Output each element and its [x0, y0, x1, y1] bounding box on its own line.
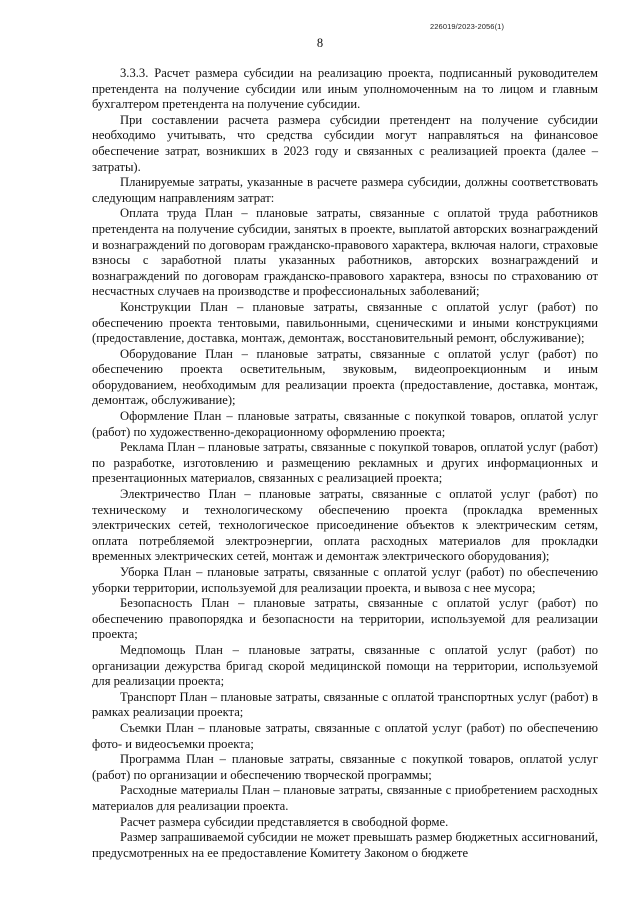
paragraph-structures-costs: Конструкции План – плановые затраты, связанные с оплатой услуг (работ) по обеспечению проекта тентовыми, павильонными, сценическими и иными конструкциями (предоставление, доставка, монтаж, демонтаж, восстановительный ремонт, обслуживание); [92, 299, 598, 346]
paragraph-labor-costs: Оплата труда План – плановые затраты, связанные с оплатой труда работников претендента на получение субсидии, занятых в проекте, выплатой авторских вознаграждений и вознаграждений по договорам гражданско-правового характера, включая налоги, страховые взносы с заработной платы указанных работников, авторских вознаграждений и вознаграждений по договорам гражданско-правового характера, взносы по страхованию от несчастных случаев на производстве и профессиональных заболеваний; [92, 206, 598, 299]
paragraph-calculation-rules: При составлении расчета размера субсидии претендент на получение субсидии необходимо учитывать, что средства субсидии могут направляться на финансовое обеспечение затрат, возникших в 2023 году и связанных с реализацией проекта (далее – затраты). [92, 112, 598, 174]
paragraph-security-costs: Безопасность План – плановые затраты, связанные с оплатой услуг (работ) по обеспечению правопорядка и безопасности на территории, используемой для реализации проекта; [92, 596, 598, 642]
paragraph-cost-directions-intro: Планируемые затраты, указанные в расчете размера субсидии, должны соответствовать следующим направлениям затрат: [92, 175, 598, 205]
document-id: 226019/2023-2056(1) [430, 22, 505, 31]
paragraph-filming-costs: Съемки План – плановые затраты, связанные с оплатой услуг (работ) по обеспечению фото- и видеосъемки проекта; [92, 720, 598, 751]
document-body [92, 66, 598, 861]
paragraph-transport-costs: Транспорт План – плановые затраты, связанные с оплатой транспортных услуг (работ) в рамках реализации проекта; [92, 689, 598, 720]
paragraph-free-form: Расчет размера субсидии представляется в свободной форме. [120, 814, 449, 829]
page-number: 8 [316, 36, 324, 50]
paragraph-electricity-costs: Электричество План – плановые затраты, связанные с оплатой услуг (работ) по техническому и технологическому обеспечению проекта (прокладка временных электрических сетей, технологическое присоединение объектов к электрическим сетям, оплата потребляемой электроэнергии, оплата расходных материалов для прокладки временных электрических сетей, монтаж и демонтаж электрического оборудования); [92, 487, 598, 564]
paragraph-subsidy-calculation: 3.3.3. Расчет размера субсидии на реализацию проекта, подписанный руководителем претендента на получение субсидии или иным уполномоченным на то лицом и главным бухгалтером претендента на получение субсидии. [92, 66, 598, 112]
paragraph-cleaning-costs: Уборка План – плановые затраты, связанные с оплатой услуг (работ) по обеспечению уборки территории, используемой для реализации проекта, и вывоза с нее мусора; [92, 565, 598, 595]
paragraph-subsidy-limit: Размер запрашиваемой субсидии не может превышать размер бюджетных ассигнований, предусмотренных на ее предоставление Комитету Законом о бюджете [92, 830, 598, 860]
paragraph-equipment-costs: Оборудование План – плановые затраты, связанные с оплатой услуг (работ) по обеспечению проекта осветительным, звуковым, видеопроекционным и иным оборудованием, необходимым для реализации проекта (предоставление, доставка, монтаж, демонтаж, обслуживание); [92, 346, 598, 408]
paragraph-program-costs: Программа План – плановые затраты, связанные с покупкой товаров, оплатой услуг (работ) по организации и обеспечению творческой программы; [92, 752, 598, 782]
paragraph-medical-costs: Медпомощь План – плановые затраты, связанные с оплатой услуг (работ) по организации дежурства бригад скорой медицинской помощи на территории, используемой для реализации проекта; [92, 642, 598, 689]
paragraph-advertising-costs: Реклама План – плановые затраты, связанные с покупкой товаров, оплатой услуг (работ) по разработке, изготовлению и размещению рекламных и других информационных и презентационных материалов, связанных с реализацией проекта; [92, 440, 598, 486]
paragraph-consumables-costs: Расходные материалы План – плановые затраты, связанные с приобретением расходных материалов для реализации проекта. [92, 783, 598, 813]
paragraph-decoration-costs: Оформление План – плановые затраты, связанные с покупкой товаров, оплатой услуг (работ) по художественно-декорационному оформлению проекта; [92, 409, 598, 439]
